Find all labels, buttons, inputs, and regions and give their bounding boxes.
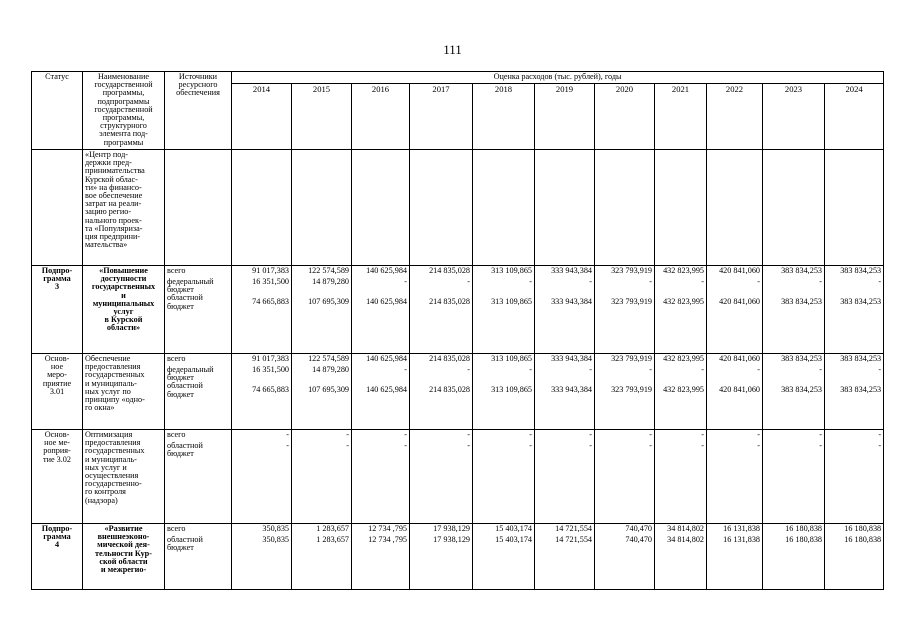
value-cell [410, 524, 473, 590]
header-year: 2023 [763, 84, 825, 150]
continuation-name: «Центр под- держки пред- принимательства Курской облас- ти» на финансо- вое обеспечение затрат на реали- зацию регио- нального проек- та «Популяриза- ция предприни- мательства» [83, 150, 165, 266]
value-cell [292, 266, 352, 354]
value: 16 351,500 [252, 277, 289, 286]
value-cell [825, 430, 884, 524]
value: 420 841,060 [719, 354, 760, 363]
value-cell [707, 524, 763, 590]
value: 313 109,865 [491, 385, 532, 394]
value: 383 834,253 [781, 297, 822, 306]
program-row [32, 430, 884, 524]
value: - [404, 365, 407, 374]
value: 432 823,995 [663, 297, 704, 306]
value-cell [763, 354, 825, 430]
continuation-sources [165, 150, 232, 266]
value: 107 695,309 [308, 297, 349, 306]
value: 12 734 ,795 [368, 524, 407, 533]
header-year: 2017 [410, 84, 473, 150]
value: 350,835 [262, 535, 289, 544]
value-cell [473, 524, 535, 590]
value: - [589, 441, 592, 450]
value-cell [535, 524, 595, 590]
value: 140 625,984 [366, 354, 407, 363]
value: - [701, 365, 704, 374]
value-cell [763, 524, 825, 590]
value: - [757, 277, 760, 286]
value: 214 835,028 [429, 297, 470, 306]
value: 12 734 ,795 [368, 535, 407, 544]
value-cell [655, 266, 707, 354]
value-cell [595, 266, 655, 354]
value: 15 403,174 [495, 524, 532, 533]
value: 16 180,838 [785, 524, 822, 533]
source-label: всего [167, 354, 186, 363]
value: 313 109,865 [491, 266, 532, 275]
header-year: 2019 [535, 84, 595, 150]
value-cell [535, 354, 595, 430]
continuation-status [32, 150, 83, 266]
value: - [589, 430, 592, 439]
source-label: всего [167, 266, 186, 275]
header-sources: Источники ресурсного обеспечения [165, 72, 232, 150]
program-row [32, 354, 884, 430]
header-year: 2015 [292, 84, 352, 150]
value: 383 834,253 [840, 297, 882, 306]
value: - [589, 365, 592, 374]
value: - [467, 365, 470, 374]
row-name: «Развитие внешнеэконо- мической дея- тельности Кур- ской области и межрегио- [83, 524, 165, 590]
value: 14 721,554 [555, 524, 592, 533]
value: - [589, 277, 592, 286]
value: - [819, 365, 822, 374]
value: 16 351,500 [252, 365, 289, 374]
value: 214 835,028 [429, 354, 470, 363]
value: - [878, 277, 882, 286]
value: - [757, 430, 760, 439]
value: 34 814,802 [667, 524, 704, 533]
value: 74 665,883 [252, 297, 289, 306]
value: - [819, 430, 822, 439]
value: 16 131,838 [723, 524, 760, 533]
program-row [32, 266, 884, 354]
source-label: областной бюджет [167, 535, 203, 553]
value: 1 283,657 [316, 524, 349, 533]
value-cell [352, 354, 410, 430]
value: 333 943,384 [551, 266, 592, 275]
row-sources [165, 430, 232, 524]
value: - [529, 441, 532, 450]
value-cell [292, 430, 352, 524]
value-cell [707, 266, 763, 354]
header-year: 2021 [655, 84, 707, 150]
value: 383 834,253 [781, 354, 822, 363]
row-name: «Повышение доступности государственных и муниципальных услуг в Курской области» [83, 266, 165, 354]
value: - [404, 441, 407, 450]
header-year: 2018 [473, 84, 535, 150]
value-cell [352, 266, 410, 354]
value: 17 938,129 [433, 524, 470, 533]
value-cell [232, 430, 292, 524]
value: - [404, 277, 407, 286]
value: 214 835,028 [429, 385, 470, 394]
value: 383 834,253 [840, 354, 882, 363]
value-cell [825, 524, 884, 590]
value: - [878, 441, 882, 450]
value: 420 841,060 [719, 385, 760, 394]
source-label: областной бюджет [167, 293, 203, 311]
row-name: Обеспечение предоставления государственных и муниципаль- ных услуг по принципу «одно- го окна» [83, 354, 165, 430]
row-status: Подпро- грамма 3 [32, 266, 83, 354]
value: 432 823,995 [663, 266, 704, 275]
value: 122 574,589 [308, 266, 349, 275]
value: 323 793,919 [611, 266, 652, 275]
value-cell [232, 524, 292, 590]
value: 16 180,838 [785, 535, 822, 544]
value-cell [473, 266, 535, 354]
value-cell [410, 266, 473, 354]
value: 122 574,589 [308, 354, 349, 363]
value: - [467, 277, 470, 286]
row-status: Основ- ное ме- роприя- тие 3.02 [32, 430, 83, 524]
value: 333 943,384 [551, 354, 592, 363]
continuation-row [32, 150, 884, 266]
value: 313 109,865 [491, 354, 532, 363]
row-sources [165, 266, 232, 354]
value: 1 283,657 [316, 535, 349, 544]
value: 34 814,802 [667, 535, 704, 544]
row-sources [165, 524, 232, 590]
value-cell [707, 430, 763, 524]
value-cell [707, 354, 763, 430]
value: 350,835 [262, 524, 289, 533]
value: - [878, 365, 882, 374]
value: 323 793,919 [611, 385, 652, 394]
value: - [701, 441, 704, 450]
value-cell [473, 430, 535, 524]
value: 16 180,838 [844, 535, 882, 544]
header-year: 2020 [595, 84, 655, 150]
value-cell [232, 266, 292, 354]
value: - [649, 365, 652, 374]
value-cell [595, 524, 655, 590]
header-estimate: Оценка расходов (тыс. рублей), годы [232, 72, 884, 84]
value-cell [655, 430, 707, 524]
header-year: 2024 [825, 84, 884, 150]
value: - [467, 430, 470, 439]
value-cell [410, 354, 473, 430]
value: 420 841,060 [719, 297, 760, 306]
source-label: федеральный бюджет [167, 277, 214, 295]
value: 323 793,919 [611, 354, 652, 363]
value: - [757, 365, 760, 374]
value: 432 823,995 [663, 354, 704, 363]
value: 107 695,309 [308, 385, 349, 394]
value-cell [410, 430, 473, 524]
source-label: всего [167, 524, 186, 533]
value-cell [292, 354, 352, 430]
value: 740,470 [625, 524, 652, 533]
value-cell [763, 430, 825, 524]
value: 91 017,383 [252, 354, 289, 363]
source-label: федеральный бюджет [167, 365, 214, 383]
value: 383 834,253 [840, 385, 882, 394]
page-number: 111 [443, 42, 462, 57]
value: 74 665,883 [252, 385, 289, 394]
program-row [32, 524, 884, 590]
value: 214 835,028 [429, 266, 470, 275]
value: 14 879,280 [312, 277, 349, 286]
source-label: всего [167, 430, 186, 439]
value: 333 943,384 [551, 385, 592, 394]
value: 15 403,174 [495, 535, 532, 544]
value-cell [292, 524, 352, 590]
value: 323 793,919 [611, 297, 652, 306]
value: - [819, 441, 822, 450]
value: - [701, 277, 704, 286]
value-cell [535, 266, 595, 354]
row-sources [165, 354, 232, 430]
header-year: 2022 [707, 84, 763, 150]
header-name: Наименование государственной программы, подпрограммы государственной программы, структурного элемента под- программы [83, 72, 165, 150]
value: - [649, 277, 652, 286]
value: - [346, 441, 349, 450]
value: - [529, 277, 532, 286]
value: 140 625,984 [366, 385, 407, 394]
value: - [649, 430, 652, 439]
value: - [286, 441, 289, 450]
value: 432 823,995 [663, 385, 704, 394]
value-cell [763, 266, 825, 354]
value: - [529, 430, 532, 439]
value-cell [232, 354, 292, 430]
value: - [757, 441, 760, 450]
value: 333 943,384 [551, 297, 592, 306]
value-cell [352, 430, 410, 524]
header-year: 2016 [352, 84, 410, 150]
row-status: Основ- ное меро- приятие 3.01 [32, 354, 83, 430]
value-cell [595, 430, 655, 524]
value: 14 721,554 [555, 535, 592, 544]
source-label: областной бюджет [167, 381, 203, 399]
value: 140 625,984 [366, 297, 407, 306]
value-cell [473, 354, 535, 430]
value-cell [825, 354, 884, 430]
value: 383 834,253 [840, 266, 882, 275]
row-status: Подпро- грамма 4 [32, 524, 83, 590]
value-cell [535, 430, 595, 524]
value-cell [655, 354, 707, 430]
header-status: Статус [32, 72, 83, 150]
value-cell [352, 524, 410, 590]
value: - [467, 441, 470, 450]
value: 740,470 [625, 535, 652, 544]
value: 16 180,838 [844, 524, 882, 533]
value: - [529, 365, 532, 374]
value: 91 017,383 [252, 266, 289, 275]
value: 383 834,253 [781, 385, 822, 394]
value: - [878, 430, 882, 439]
value-cell [825, 266, 884, 354]
value: 420 841,060 [719, 266, 760, 275]
value: - [819, 277, 822, 286]
value-cell [655, 524, 707, 590]
value: - [649, 441, 652, 450]
value: 140 625,984 [366, 266, 407, 275]
value: - [701, 430, 704, 439]
value: - [346, 430, 349, 439]
row-name: Оптимизация предоставления государственных и муниципаль- ных услуг и осуществления государственно- го контроля (надзора) [83, 430, 165, 524]
source-label: областной бюджет [167, 441, 203, 459]
value: 17 938,129 [433, 535, 470, 544]
value: - [286, 430, 289, 439]
value: 383 834,253 [781, 266, 822, 275]
value: - [404, 430, 407, 439]
value: 16 131,838 [723, 535, 760, 544]
header-year: 2014 [232, 84, 292, 150]
value: 313 109,865 [491, 297, 532, 306]
budget-table [31, 71, 884, 590]
value: 14 879,280 [312, 365, 349, 374]
value-cell [595, 354, 655, 430]
